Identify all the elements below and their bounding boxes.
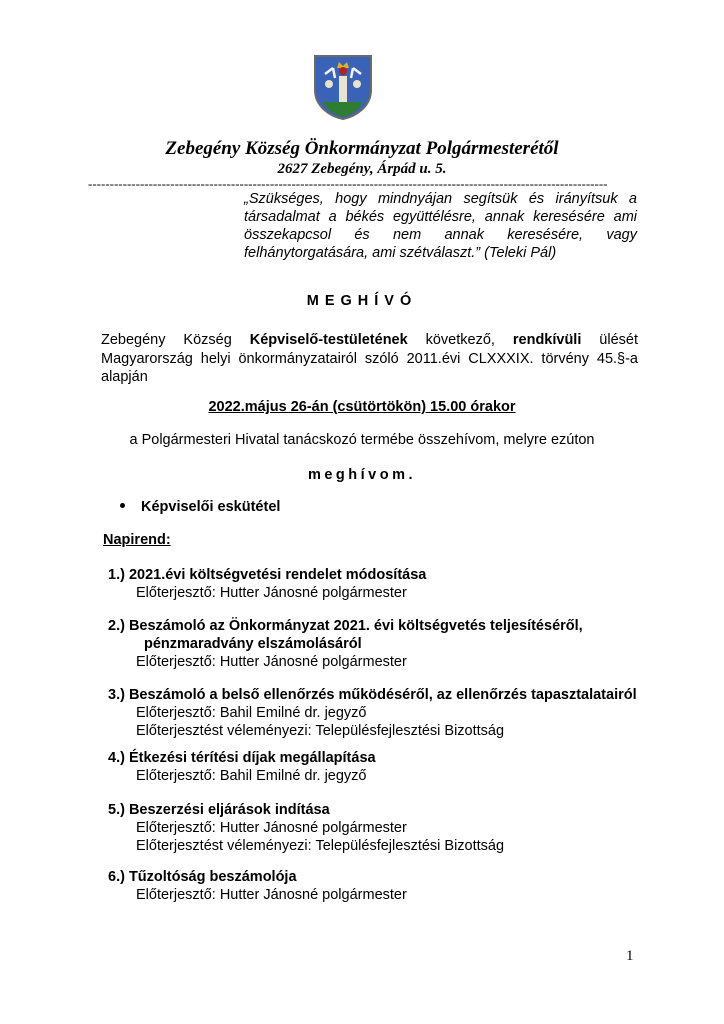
agenda-item-presenter: Előterjesztő: Bahil Emilné dr. jegyző (136, 768, 367, 784)
agenda-item-title: 6.) Tűzoltóság beszámolója (108, 869, 297, 885)
invite-line: a Polgármesteri Hivatal tanácskozó termébe összehívom, melyre ezúton (129, 432, 595, 448)
agenda-item-5 (108, 801, 648, 855)
intro-session-type: rendkívüli (512, 332, 582, 348)
meeting-date: 2022.május 26-án (csütörtökön) 15.00 órakor (208, 399, 516, 415)
agenda-item-title: 2.) Beszámoló az Önkormányzat 2021. évi költségvetés teljesítéséről, (108, 618, 583, 634)
divider-line: ------------------------------------------------------------------------------------------------------------------------ (88, 176, 608, 191)
agenda-label: Napirend: (103, 532, 171, 548)
agenda-item-title: 3.) Beszámoló a belső ellenőrzés működéséről, az ellenőrzés tapasztalatairól (108, 687, 637, 703)
agenda-item-1 (108, 566, 648, 602)
agenda-item-title: 4.) Étkezési térítési díjak megállapítása (108, 750, 376, 766)
intro-paragraph (101, 331, 638, 387)
invitation-heading: MEGHÍVÓ (306, 293, 418, 309)
agenda-item-title: 1.) 2021.évi költségvetési rendelet módosítása (108, 567, 427, 583)
agenda-item-reviewer: Előterjesztést véleményezi: Településfejlesztési Bizottság (136, 723, 505, 739)
invite-verb: meghívom. (307, 467, 417, 483)
agenda-item-2 (108, 617, 648, 671)
intro-body-name: Képviselő-testületének (249, 332, 408, 348)
coat-of-arms-icon (313, 54, 373, 120)
intro-text-3: ülését Magyarország helyi önkormányzatairól szóló 2011.évi CLXXXIX. törvény 45.§-a alapján (101, 332, 638, 385)
agenda-item-title-continued: pénzmaradvány elszámolásáról (144, 636, 362, 652)
bullet-item (120, 499, 280, 515)
bullet-icon (120, 503, 125, 508)
agenda-item-presenter: Előterjesztő: Hutter Jánosné polgármester (136, 585, 407, 601)
agenda-item-3 (108, 686, 648, 740)
page-number: 1 (626, 948, 634, 964)
intro-text-1: Zebegény Község (101, 332, 250, 348)
agenda-item-presenter: Előterjesztő: Hutter Jánosné polgármester (136, 820, 407, 836)
document-title: Zebegény Község Önkormányzat Polgármesterétől (165, 138, 559, 159)
agenda-item-presenter: Előterjesztő: Hutter Jánosné polgármester (136, 887, 407, 903)
agenda-item-presenter: Előterjesztő: Hutter Jánosné polgármester (136, 654, 407, 670)
agenda-item-presenter: Előterjesztő: Bahil Emilné dr. jegyző (136, 705, 367, 721)
agenda-item-4 (108, 749, 648, 785)
bullet-text: Képviselői eskütétel (141, 499, 281, 515)
agenda-item-reviewer: Előterjesztést véleményezi: Településfejlesztési Bizottság (136, 838, 505, 854)
agenda-item-title: 5.) Beszerzési eljárások indítása (108, 802, 330, 818)
quote-block: „Szükséges, hogy mindnyájan segítsük és irányítsuk a társadalmat a békés együttélésre, annak keresésére ami összekapcsol és nem annak keresésére, vagy felhánytorgatására, ami szétválaszt.” (Teleki Pál) (244, 191, 637, 261)
agenda-item-6 (108, 868, 648, 904)
address-line: 2627 Zebegény, Árpád u. 5. (277, 161, 447, 177)
intro-text-2: következő, (407, 332, 513, 348)
